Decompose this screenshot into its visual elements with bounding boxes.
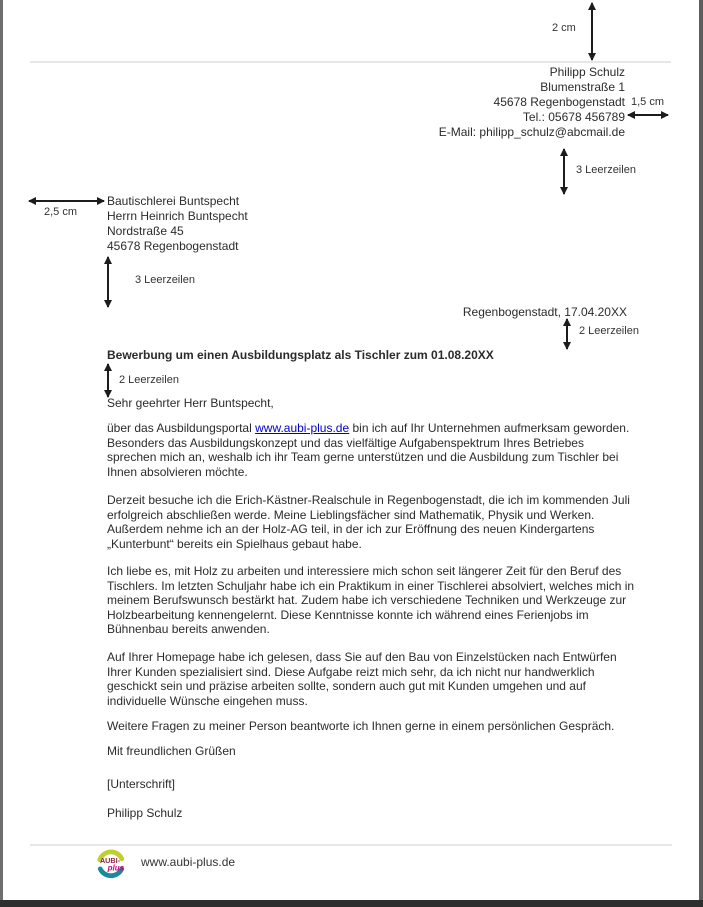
paragraph-text: über das Ausbildungsportal bbox=[107, 421, 256, 435]
page-border-bottom bbox=[0, 900, 703, 907]
top-margin-label: 2 cm bbox=[552, 22, 576, 34]
body-paragraph-3: Ich liebe es, mit Holz zu arbeiten und interessiere mich schon seit längerer Zeit für den Beruf des Tischlers. Im letzten Schuljahr habe ich ein Praktikum in einer Tischlerei absolviert, welches mich in meinem Berufswunsch bestärkt hat. Zudem habe ich verschiedene Techniken und Werkzeuge zur Holzbearbeitung kennengelernt. Diese Kenntnisse konnte ich während eines Ferienjobs im Bühnenbau bereits anwenden. bbox=[107, 564, 635, 637]
recipient-name: Herrn Heinrich Buntspecht bbox=[107, 209, 248, 223]
sender-email: E-Mail: philipp_schulz@abcmail.de bbox=[438, 125, 625, 139]
salutation: Sehr geehrter Herr Buntspecht, bbox=[107, 396, 274, 410]
page-border-left bbox=[0, 0, 3, 907]
blank-lines-after-subject-arrow bbox=[107, 364, 109, 397]
sender-address bbox=[295, 65, 625, 140]
sender-phone: Tel.: 05678 456789 bbox=[522, 110, 625, 124]
paragraph-text: bin ich auf Ihr Unternehmen aufmerksam geworden. Besonders das Ausbildungskonzept und das vielfältige Aufgabenspektrum Ihres Betriebes sprechen mich an, weshalb ich ihr Team gerne unterstützen und die Ausbildung zum Tischler bei Ihnen absolvieren möchte. bbox=[107, 421, 630, 479]
recipient-city: 45678 Regenbogenstadt bbox=[107, 239, 239, 253]
closing-name: Philipp Schulz bbox=[107, 806, 183, 820]
aubi-plus-logo-icon bbox=[94, 846, 128, 880]
closing-regards: Mit freundlichen Grüßen bbox=[107, 744, 236, 758]
footer-url[interactable]: www.aubi-plus.de bbox=[141, 855, 236, 869]
sender-street: Blumenstraße 1 bbox=[540, 80, 625, 94]
left-margin-arrow bbox=[29, 200, 104, 202]
body-paragraph-4: Auf Ihrer Homepage habe ich gelesen, dass Sie auf den Bau von Einzelstücken nach Entwürfen Ihrer Kunden spezialisiert sind. Diese Aufgabe reizt mich sehr, da ich nicht nur handwerklich geschickt sein und präzise arbeiten sollte, sondern auch gut mit Kunden umgehen und auf individuelle Wünsche eingehen muss. bbox=[107, 650, 617, 708]
body-paragraph-1 bbox=[107, 421, 635, 479]
recipient-company: Bautischlerei Buntspecht bbox=[107, 194, 240, 208]
recipient-street: Nordstraße 45 bbox=[107, 224, 184, 238]
logo-text-aubi: AUBI- bbox=[99, 856, 121, 865]
blank-lines-after-subject-label: 2 Leerzeilen bbox=[119, 374, 179, 386]
blank-lines-after-recipient-label: 3 Leerzeilen bbox=[135, 274, 195, 286]
blank-lines-after-sender-arrow bbox=[563, 149, 565, 194]
aubi-plus-link[interactable]: www.aubi-plus.de bbox=[255, 421, 350, 435]
blank-lines-after-date-label: 2 Leerzeilen bbox=[579, 325, 639, 337]
body-paragraph-2: Derzeit besuche ich die Erich-Kästner-Realschule in Regenbogenstadt, die ich im kommenden Juli erfolgreich abschließen werde. Meine Lieblingsfächer sind Mathematik, Physik und Werken. Außerdem nehme ich an der Holz-AG teil, in der ich zur Eröffnung des neuen Kindergartens „Kunterbunt“ bereits ein Spielhaus gebaut habe. bbox=[107, 493, 630, 551]
sender-name: Philipp Schulz bbox=[549, 65, 625, 79]
recipient-address bbox=[107, 194, 248, 254]
top-margin-arrow bbox=[591, 3, 593, 60]
subject-line: Bewerbung um einen Ausbildungsplatz als Tischler zum 01.08.20XX bbox=[107, 348, 494, 362]
date-line: Regenbogenstadt, 17.04.20XX bbox=[462, 305, 627, 319]
logo-text-plus: plus bbox=[107, 863, 125, 873]
page-border-right bbox=[699, 0, 703, 907]
right-margin-arrow bbox=[628, 114, 668, 116]
body-paragraph-5: Weitere Fragen zu meiner Person beantworte ich Ihnen gerne in einem persönlichen Gespräch. bbox=[107, 719, 615, 733]
blank-lines-after-date-arrow bbox=[566, 319, 568, 349]
right-margin-label: 1,5 cm bbox=[631, 96, 665, 108]
signature-placeholder: [Unterschrift] bbox=[107, 777, 176, 791]
left-margin-label: 2,5 cm bbox=[44, 206, 78, 218]
blank-lines-after-recipient-arrow bbox=[107, 257, 109, 307]
sender-city: 45678 Regenbogenstadt bbox=[493, 95, 625, 109]
top-margin-line bbox=[30, 61, 671, 63]
blank-lines-after-sender-label: 3 Leerzeilen bbox=[576, 164, 636, 176]
